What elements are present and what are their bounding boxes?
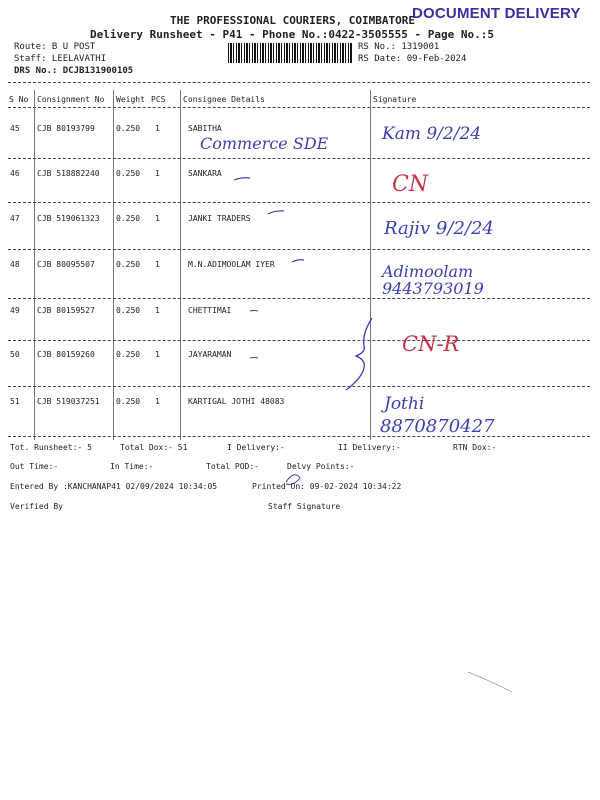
col-header-weight: Weight	[116, 95, 145, 104]
runsheet-title: Delivery Runsheet - P41 - Phone No.:0422-3505555 - Page No.:5	[90, 28, 494, 41]
row-consignee: KARTIGAL JOTHI 48083	[188, 397, 285, 406]
row-weight: 0.250	[116, 397, 141, 406]
row-consignment: CJB 519037251	[37, 397, 100, 406]
row-consignee: M.N.ADIMOOLAM IYER	[188, 260, 275, 269]
rs-date: RS Date: 09-Feb-2024	[358, 54, 467, 64]
row-consignment: CJB 519061323	[37, 214, 100, 223]
row-sno: 51	[10, 397, 20, 406]
row-consignment: CJB 80159260	[37, 350, 95, 359]
rs-number: RS No.: 1319001	[358, 42, 440, 52]
row-consignee: CHETTIMAI	[188, 306, 232, 315]
company-name: THE PROFESSIONAL COURIERS, COIMBATORE	[170, 14, 416, 27]
row-pcs: 1	[155, 350, 160, 359]
handwritten-phone: 8870870427	[380, 416, 495, 437]
row-sno: 50	[10, 350, 20, 359]
handwritten-signature: CN	[392, 172, 429, 197]
row-pcs: 1	[155, 169, 160, 178]
row-consignee: SANKARA	[188, 169, 222, 178]
out-time: Out Time:-	[10, 462, 59, 471]
staff-label: Staff: LEELAVATHI	[14, 54, 107, 64]
document-delivery-stamp: DOCUMENT DELIVERY	[412, 5, 581, 22]
row-sno: 45	[10, 124, 20, 133]
row-consignee: SABITHA	[188, 124, 222, 133]
ii-delivery: II Delivery:-	[338, 443, 401, 452]
row-weight: 0.250	[116, 124, 141, 133]
handwritten-phone: 9443793019	[382, 279, 484, 298]
route-label: Route: B U POST	[14, 42, 96, 52]
row-consignment: CJB 518882240	[37, 169, 100, 178]
col-header-signature: Signature	[373, 95, 417, 104]
row-pcs: 1	[155, 214, 160, 223]
total-dox: Total Dox:- 51	[120, 443, 188, 452]
handwritten-signature: Adimoolam	[382, 262, 474, 281]
row-weight: 0.250	[116, 260, 141, 269]
row-pcs: 1	[155, 397, 160, 406]
row-weight: 0.250	[116, 214, 141, 223]
row-pcs: 1	[155, 306, 160, 315]
row-consignment: CJB 80159527	[37, 306, 95, 315]
row-weight: 0.250	[116, 306, 141, 315]
i-delivery: I Delivery:-	[227, 443, 285, 452]
row-consignment: CJB 80095507	[37, 260, 95, 269]
in-time: In Time:-	[110, 462, 154, 471]
total-runsheet: Tot. Runsheet:- 5	[10, 443, 92, 452]
handwritten-signature: CN-R	[402, 332, 460, 356]
row-pcs: 1	[155, 260, 160, 269]
staff-signature: Staff Signature	[268, 502, 341, 511]
printed-on: Printed On: 09-02-2024 10:34:22	[252, 482, 402, 491]
row-sno: 47	[10, 214, 20, 223]
verified-by: Verified By	[10, 502, 63, 511]
row-consignee: JANKI TRADERS	[188, 214, 251, 223]
col-header-consignment: Consignment No	[37, 95, 105, 104]
col-header-sno: S No	[9, 95, 29, 104]
handwritten-signature: Jothi	[384, 394, 425, 414]
row-pcs: 1	[155, 124, 160, 133]
row-weight: 0.250	[116, 169, 141, 178]
row-consignee: JAYARAMAN	[188, 350, 232, 359]
row-sno: 49	[10, 306, 20, 315]
col-header-pcs: PCS	[151, 95, 166, 104]
col-header-consignee: Consignee Details	[183, 95, 265, 104]
row-sno: 48	[10, 260, 20, 269]
handwritten-note: Commerce SDE	[200, 134, 329, 153]
total-pod: Total POD:-	[206, 462, 259, 471]
row-consignment: CJB 80193799	[37, 124, 95, 133]
delivery-points: Delvy Points:-	[287, 462, 355, 471]
rtn-dox: RTN Dox:-	[453, 443, 497, 452]
drs-number: DRS No.: DCJB131900105	[14, 66, 134, 76]
row-weight: 0.250	[116, 350, 141, 359]
handwritten-signature: Kam 9/2/24	[382, 124, 482, 144]
row-sno: 46	[10, 169, 20, 178]
handwritten-signature: Rajiv 9/2/24	[384, 218, 494, 239]
entered-by: Entered By :KANCHANAP41 02/09/2024 10:34:05	[10, 482, 218, 491]
